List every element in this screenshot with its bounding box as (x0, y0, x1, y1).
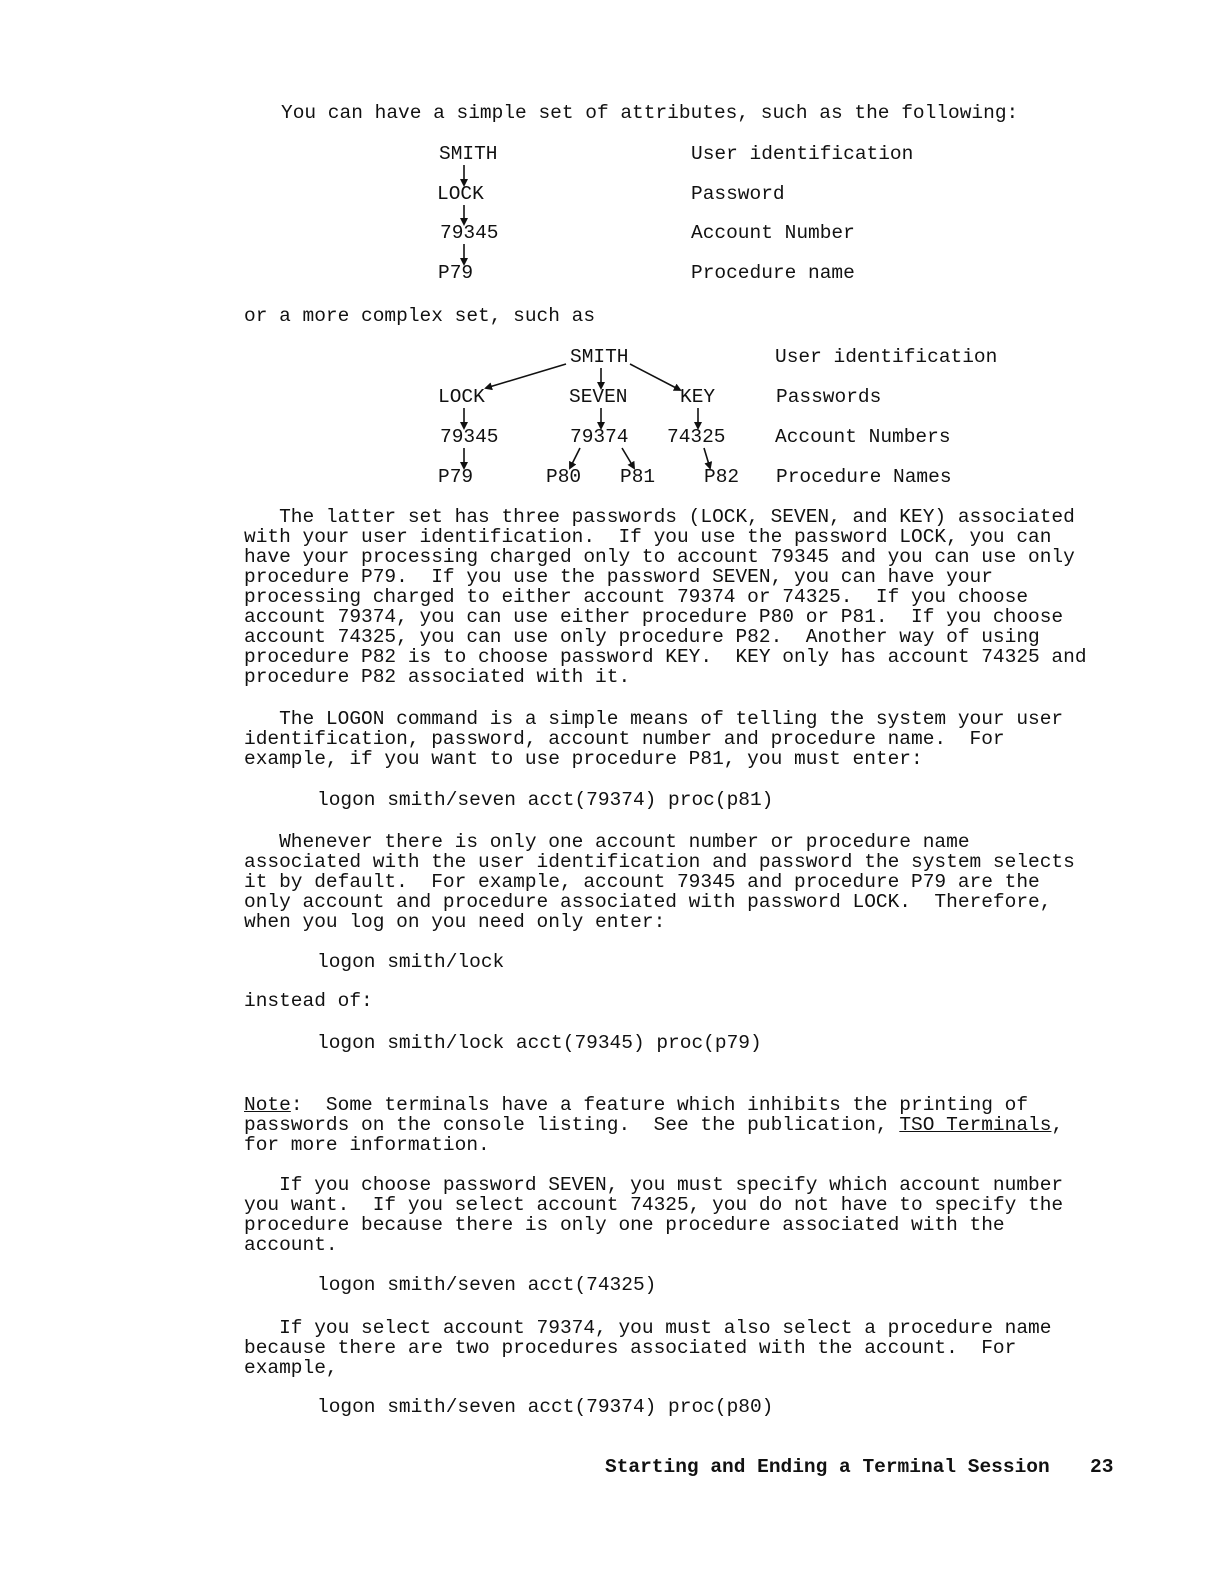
complex-node-smith: SMITH (570, 346, 629, 368)
tree-label-user-id: User identification (691, 143, 914, 165)
tree-node-procedure: P79 (438, 262, 474, 284)
note-line-2 (244, 1115, 1144, 1135)
complex-intro-text: or a more complex set, such as (244, 305, 596, 327)
note-text-1: : Some terminals have a feature which inhibits the printing of (290, 1094, 1029, 1116)
complex-node-p79: P79 (438, 466, 474, 488)
text-line: If you select account 79374, you must also select a procedure name (244, 1317, 1052, 1339)
footer-section-title: Starting and Ending a Terminal Session (605, 1456, 1050, 1478)
paragraph-password-seven (244, 1175, 1144, 1255)
tree-node-smith: SMITH (439, 143, 498, 165)
text-line: procedure because there is only one procedure associated with the (244, 1214, 1005, 1236)
publication-title: TSO Terminals (899, 1114, 1052, 1136)
command-example-2: logon smith/lock (317, 951, 505, 973)
tree-label-account: Account Number (691, 222, 855, 244)
text-line: The latter set has three passwords (LOCK, SEVEN, and KEY) associated (244, 506, 1075, 528)
text-line: only account and procedure associated with password LOCK. Therefore, (244, 891, 1052, 913)
tree-label-procedure: Procedure name (691, 262, 855, 284)
note-text-2-end: , (1051, 1114, 1064, 1136)
paragraph-logon-command (244, 709, 1144, 769)
paragraph-default-selection (244, 832, 1144, 932)
tree-node-lock: LOCK (437, 183, 484, 205)
text-line: example, (244, 1357, 338, 1379)
text-line: procedure P82 associated with it. (244, 666, 631, 688)
command-example-4: logon smith/seven acct(74325) (317, 1274, 657, 1296)
text-line: because there are two procedures associated with the account. For (244, 1337, 1017, 1359)
paragraph-account-79374 (244, 1318, 1144, 1378)
complex-label-passwords: Passwords (776, 386, 882, 408)
arrow-74325-p82 (704, 448, 710, 468)
text-line: Whenever there is only one account number or procedure name (244, 831, 970, 853)
complex-label-accounts: Account Numbers (775, 426, 951, 448)
note-text-2: passwords on the console listing. See the publication, (244, 1114, 900, 1136)
arrow-smith-key (630, 364, 680, 390)
text-line: when you log on you need only enter: (244, 911, 666, 933)
command-example-5: logon smith/seven acct(79374) proc(p80) (317, 1396, 774, 1418)
intro-text: You can have a simple set of attributes, such as the following: (281, 102, 1019, 124)
text-line: procedure P82 is to choose password KEY. KEY only has account 74325 and (244, 646, 1087, 668)
text-line: identification, password, account number and procedure name. For (244, 728, 1005, 750)
arrow-79374-p81 (622, 448, 634, 468)
complex-node-lock: LOCK (438, 386, 485, 408)
complex-label-user-id: User identification (775, 346, 998, 368)
note-line-3: for more information. (244, 1134, 490, 1156)
text-line: processing charged to either account 79374 or 74325. If you choose (244, 586, 1029, 608)
text-line: with your user identification. If you use the password LOCK, you can (244, 526, 1052, 548)
complex-node-p82: P82 (704, 466, 740, 488)
text-line: associated with the user identification and password the system selects (244, 851, 1075, 873)
instead-of-text: instead of: (244, 990, 373, 1012)
tree-label-password: Password (691, 183, 785, 205)
text-line: procedure P79. If you use the password SEVEN, you can have your (244, 566, 993, 588)
text-line: example, if you want to use procedure P81, you must enter: (244, 748, 923, 770)
text-line: you want. If you select account 74325, you do not have to specify the (244, 1194, 1064, 1216)
text-line: If you choose password SEVEN, you must specify which account number (244, 1174, 1064, 1196)
note-block (244, 1095, 1144, 1155)
text-line: account 74325, you can use only procedure P82. Another way of using (244, 626, 1040, 648)
note-line-1 (244, 1095, 1144, 1115)
complex-node-p81: P81 (620, 466, 656, 488)
complex-node-79374: 79374 (570, 426, 629, 448)
complex-node-74325: 74325 (667, 426, 726, 448)
tree-node-account: 79345 (440, 222, 499, 244)
command-example-3: logon smith/lock acct(79345) proc(p79) (317, 1032, 762, 1054)
complex-node-seven: SEVEN (569, 386, 628, 408)
arrow-smith-lock-complex (486, 364, 566, 388)
complex-node-79345: 79345 (440, 426, 499, 448)
complex-node-p80: P80 (546, 466, 582, 488)
complex-node-key: KEY (680, 386, 716, 408)
page-number: 23 (1090, 1456, 1114, 1478)
arrow-79374-p80 (570, 448, 580, 468)
paragraph-passwords (244, 507, 1144, 687)
command-example-1: logon smith/seven acct(79374) proc(p81) (317, 789, 774, 811)
text-line: The LOGON command is a simple means of telling the system your user (244, 708, 1064, 730)
text-line: have your processing charged only to account 79345 and you can use only (244, 546, 1075, 568)
note-label: Note (244, 1094, 291, 1116)
text-line: account 79374, you can use either procedure P80 or P81. If you choose (244, 606, 1064, 628)
complex-label-procedures: Procedure Names (776, 466, 952, 488)
text-line: it by default. For example, account 79345 and procedure P79 are the (244, 871, 1040, 893)
text-line: account. (244, 1234, 338, 1256)
